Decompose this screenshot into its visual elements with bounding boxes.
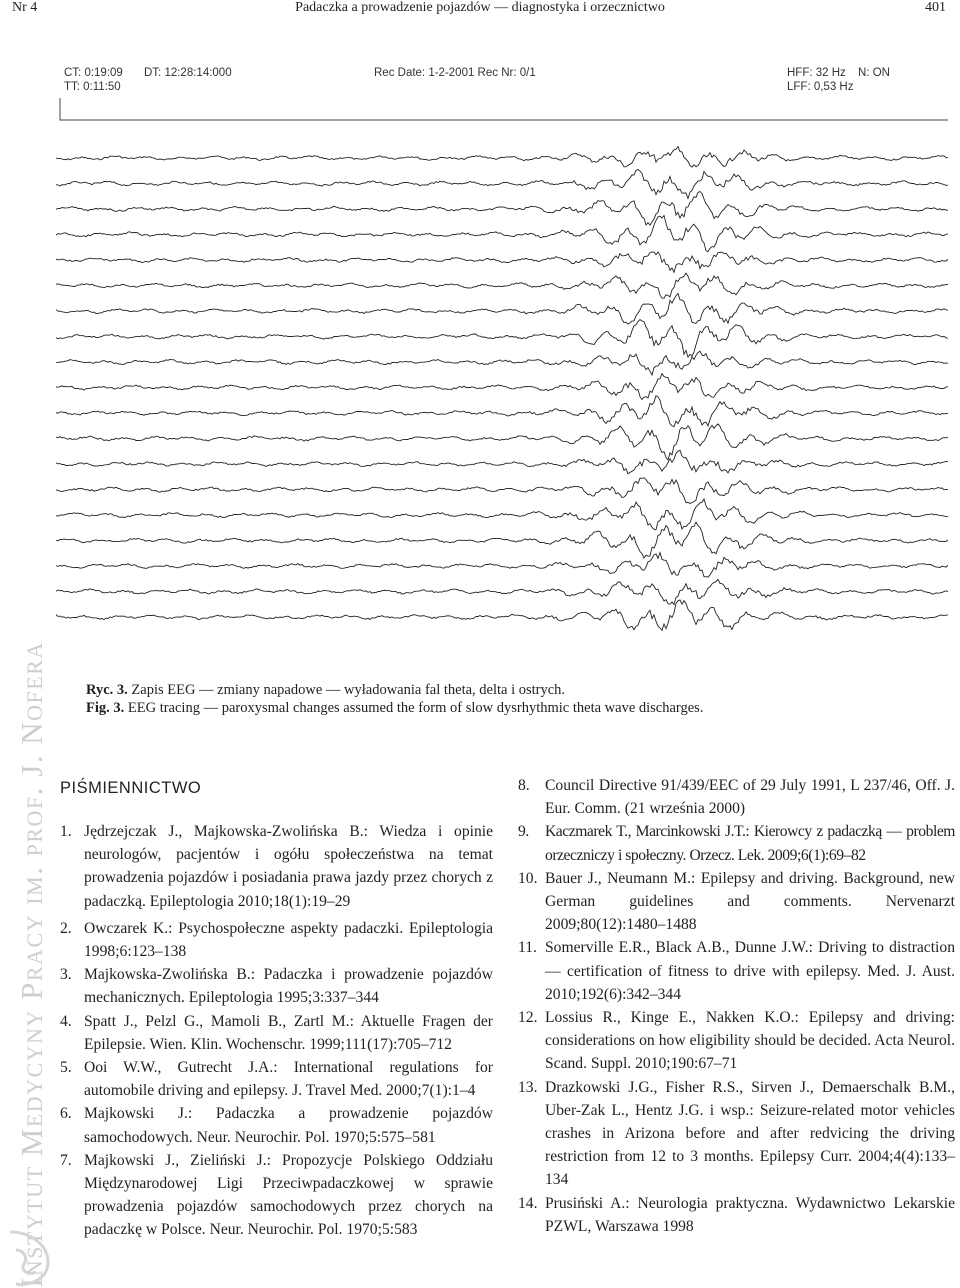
eeg-ct-tt xyxy=(64,66,123,94)
eeg-tt: TT: 0:11:50 xyxy=(64,81,121,93)
page-number: 401 xyxy=(925,0,946,15)
eeg-channel-trace xyxy=(56,351,948,375)
reference-item: 8. Council Directive 91/439/EEC of 29 July 1991, L 237/46, Off. J. Eur. Comm. (21 września 2000) xyxy=(518,777,955,818)
eeg-channel-trace xyxy=(56,396,948,427)
eeg-channel-trace xyxy=(56,600,948,630)
issue-number: Nr 4 xyxy=(12,0,38,15)
reference-item: 1. Jędrzejczak J., Majkowska-Zwolińska B.: Wiedza i opinie neurologów, pacjentów i ogółu społeczeństwa na temat prowadzenia pojazdów i posiadania prawa jazdy przez chorych z padaczką. Epileptologia 2010;18(1):19–29 xyxy=(60,823,493,910)
figure-caption-pl xyxy=(86,681,946,699)
figure-text-pl: Zapis EEG — zmiany napadowe — wyładowania fal theta, delta i ostrych. xyxy=(127,682,566,698)
references-left-column xyxy=(60,820,493,1242)
figure-label-pl: Ryc. 3. xyxy=(86,682,128,698)
institute-watermark: Instytut Medycyny Pracy im. prof. J. Nofera xyxy=(14,641,49,1288)
eeg-channel-trace xyxy=(56,147,948,168)
reference-item: 14. Prusiński A.: Neurologia praktyczna. Wydawnictwo Lekarskie PZWL, Warszawa 1998 xyxy=(518,1194,955,1235)
eeg-channel-trace xyxy=(56,293,948,324)
eeg-channel-trace xyxy=(56,478,948,504)
eeg-ct: CT: 0:19:09 xyxy=(64,67,123,79)
reference-item: 7. Majkowski J., Zieliński J.: Propozycje Polskiego Oddziału Międzynarodowej Ligi Przeciwpadaczkowej w sprawie prowadzenia pojazdów samochodowych przez chorych na padaczkę w Polsce. Neur. Neurochir. Pol. 1970;5:583 xyxy=(60,1151,493,1239)
eeg-channel-trace xyxy=(56,579,948,604)
eeg-channel-trace xyxy=(56,252,948,272)
eeg-channel-trace xyxy=(56,273,948,298)
eeg-tracing xyxy=(56,98,948,646)
eeg-filters xyxy=(787,66,853,94)
reference-item: 5. Ooi W.W., Gutrecht J.A.: International regulations for automobile driving and epilepsy. J. Travel Med. 2000;7(1):1–4 xyxy=(60,1059,493,1100)
references-heading: PIŚMIENNICTWO xyxy=(60,779,202,797)
reference-item: 12. Lossius R., Kinge E., Nakken K.O.: Epilepsy and driving: considerations on how eligibility should be decided. Acta Neurol. Scand. Suppl. 2010;190:67–71 xyxy=(518,1009,955,1073)
reference-item: 6. Majkowski J.: Padaczka a prowadzenie pojazdów samochodowych. Neur. Neurochir. Pol. 1970;5:575–581 xyxy=(60,1105,493,1146)
eeg-dt: DT: 12:28:14:000 xyxy=(144,67,232,79)
figure-label-en: Fig. 3. xyxy=(86,700,125,716)
eeg-channel-trace xyxy=(56,320,948,358)
reference-item: 3. Majkowska-Zwolińska B.: Padaczka i prowadzenie pojazdów mechanicznych. Epileptologia 1995;3:337–344 xyxy=(60,966,493,1007)
eeg-channel-trace xyxy=(56,169,948,198)
eeg-channel-trace xyxy=(56,216,948,252)
eeg-channel-trace xyxy=(56,499,948,530)
institute-logo-icon xyxy=(2,1228,54,1288)
reference-item: 13. Drazkowski J.G., Fisher R.S., Sirven J., Demaerschalk B.M., Uber-Zak L., Hentz J.G. i wsp.: Seizure-related motor vehicles crashes in Arizona before and after redvicing the driving restriction from 12 to 3 months. Epilepsy Curr. 2004;4(4):133–134 xyxy=(518,1078,955,1189)
eeg-channel-trace xyxy=(56,450,948,474)
eeg-channel-trace xyxy=(56,192,948,226)
eeg-lff: LFF: 0,53 Hz xyxy=(787,81,854,93)
figure-caption-en xyxy=(86,699,946,717)
reference-item: 10. Bauer J., Neumann M.: Epilepsy and driving. Background, new German guidelines and comments. Nervenarzt 2009;80(12):1480–1488 xyxy=(518,869,955,934)
eeg-channel-trace xyxy=(56,522,948,558)
eeg-hff: HFF: 32 Hz xyxy=(787,67,846,79)
figure-text-en: EEG tracing — paroxysmal changes assumed the form of slow dysrhythmic theta wave discharges. xyxy=(124,700,704,716)
references-right-column xyxy=(518,774,955,1238)
eeg-notch: N: ON xyxy=(858,67,890,79)
eeg-baseline xyxy=(60,98,948,120)
reference-item: 2. Owczarek K.: Psychospołeczne aspekty padaczki. Epileptologia 1998;6:123–138 xyxy=(60,919,493,961)
eeg-rec-date: Rec Date: 1-2-2001 Rec Nr: 0/1 xyxy=(374,67,536,79)
eeg-channel-trace xyxy=(56,553,948,578)
eeg-channel-trace xyxy=(56,424,948,460)
running-header xyxy=(0,0,960,16)
reference-item: 9. Kaczmarek T., Marcinkowski J.T.: Kierowcy z padaczką — problem orzeczniczy i społeczny. Orzecz. Lek. 2009;6(1):69–82 xyxy=(518,823,955,864)
eeg-channel-trace xyxy=(56,374,948,400)
running-title: Padaczka a prowadzenie pojazdów — diagnostyka i orzecznictwo xyxy=(295,0,665,15)
reference-item: 11. Somerville E.R., Black A.B., Dunne J.W.: Driving to distraction — certification of fitness to drive with epilepsy. Med. J. Aust. 2010;192(6):342–344 xyxy=(518,939,955,1003)
reference-item: 4. Spatt J., Pelzl G., Mamoli B., Zartl M.: Aktuelle Fragen der Epilepsie. Wien. Klin. Wochenschr. 1999;111(17):705–712 xyxy=(60,1012,493,1053)
